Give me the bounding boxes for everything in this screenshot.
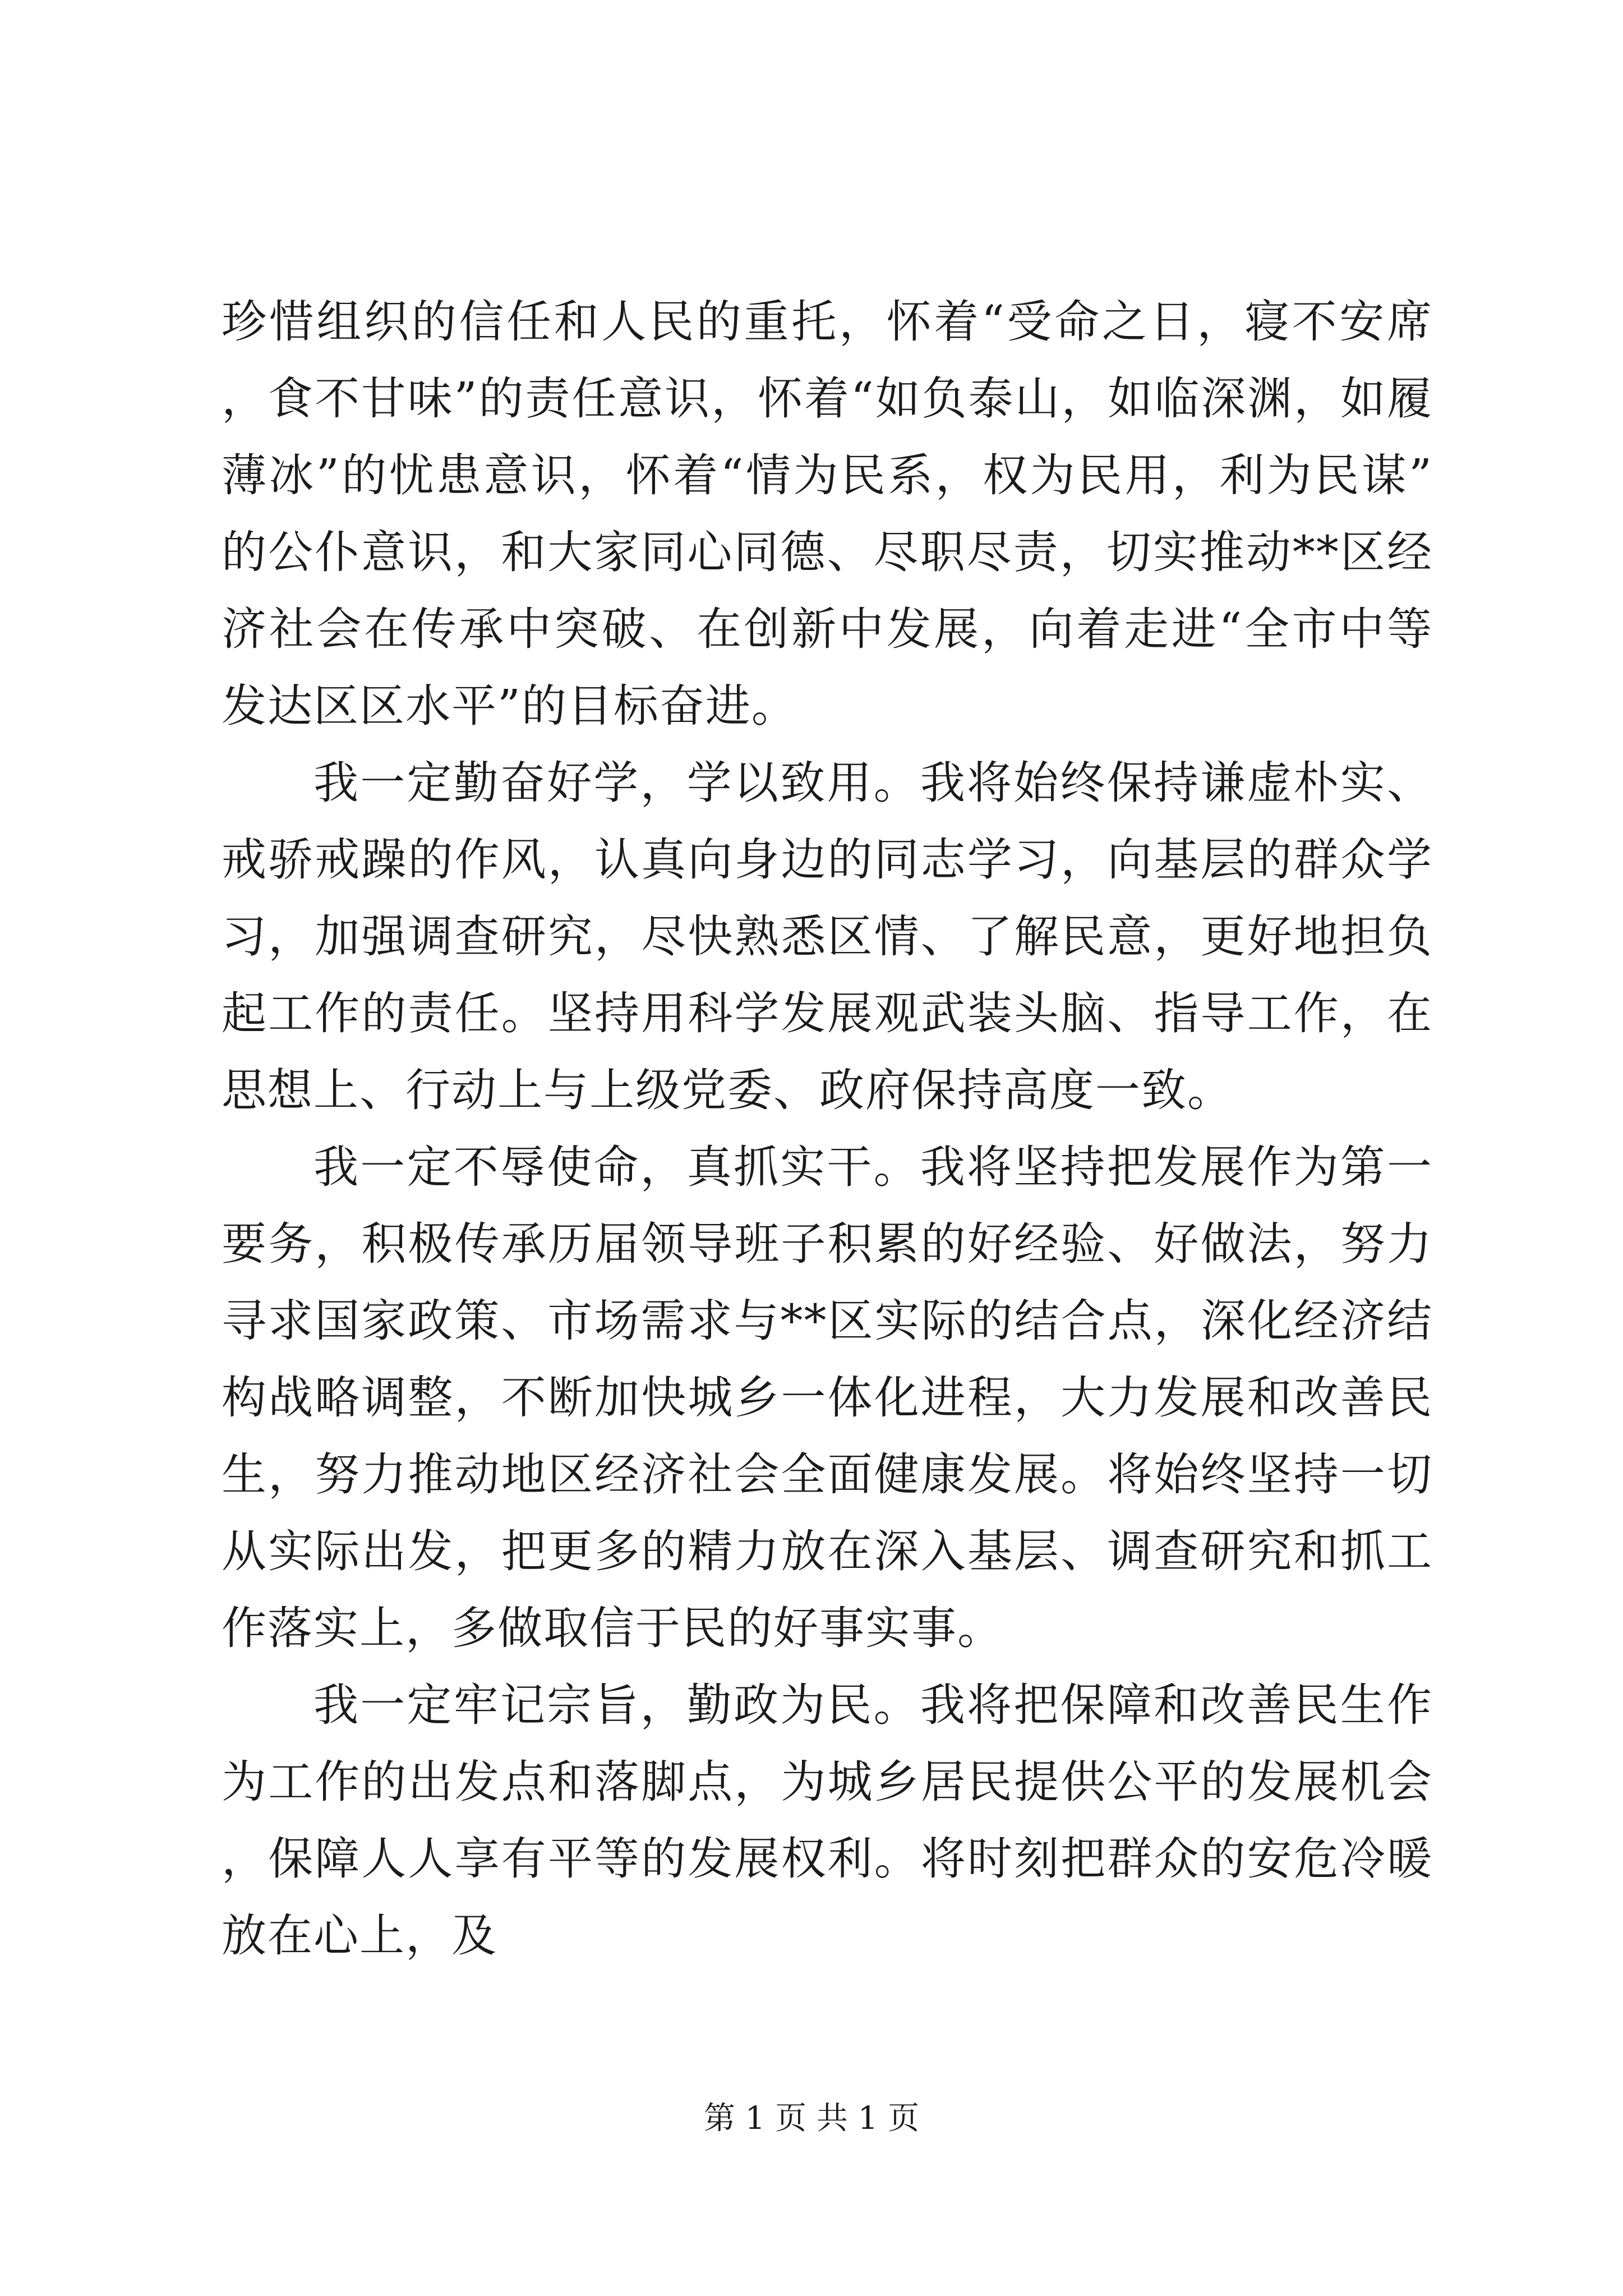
paragraph-1: 珍惜组织的信任和人民的重托，怀着“受命之日，寝不安席，食不甘味”的责任意识，怀着“如负泰山，如临深渊，如履薄冰”的忧患意识，怀着“情为民系，权为民用，利为民谋”的公仆意识，和大家同心同德、尽职尽责，切实推动**区经济社会在传承中突破、在创新中发展，向着走进“全市中等发达区区水平”的目标奋进。 xyxy=(222,296,1433,732)
paragraph-2: 我一定勤奋好学，学以致用。我将始终保持谦虚朴实、戒骄戒躁的作风，认真向身边的同志学习，向基层的群众学习，加强调查研究，尽快熟悉区情、了解民意，更好地担负起工作的责任。坚持用科学发展观武装头脑、指导工作，在思想上、行动上与上级党委、政府保持高度一致。 xyxy=(222,757,1433,1116)
paragraph-3: 我一定不辱使命，真抓实干。我将坚持把发展作为第一要务，积极传承历届领导班子积累的好经验、好做法，努力寻求国家政策、市场需求与**区实际的结合点，深化经济结构战略调整，不断加快城乡一体化进程，大力发展和改善民生，努力推动地区经济社会全面健康发展。将始终坚持一切从实际出发，把更多的精力放在深入基层、调查研究和抓工作落实上，多做取信于民的好事实事。 xyxy=(222,1141,1433,1654)
paragraph-4: 我一定牢记宗旨，勤政为民。我将把保障和改善民生作为工作的出发点和落脚点，为城乡居民提供公平的发展机会，保障人人享有平等的发展权利。将时刻把群众的安危冷暖放在心上，及 xyxy=(222,1679,1433,1962)
document-body xyxy=(222,283,1433,1974)
page-footer: 第 1 页 共 1 页 xyxy=(703,2100,920,2137)
